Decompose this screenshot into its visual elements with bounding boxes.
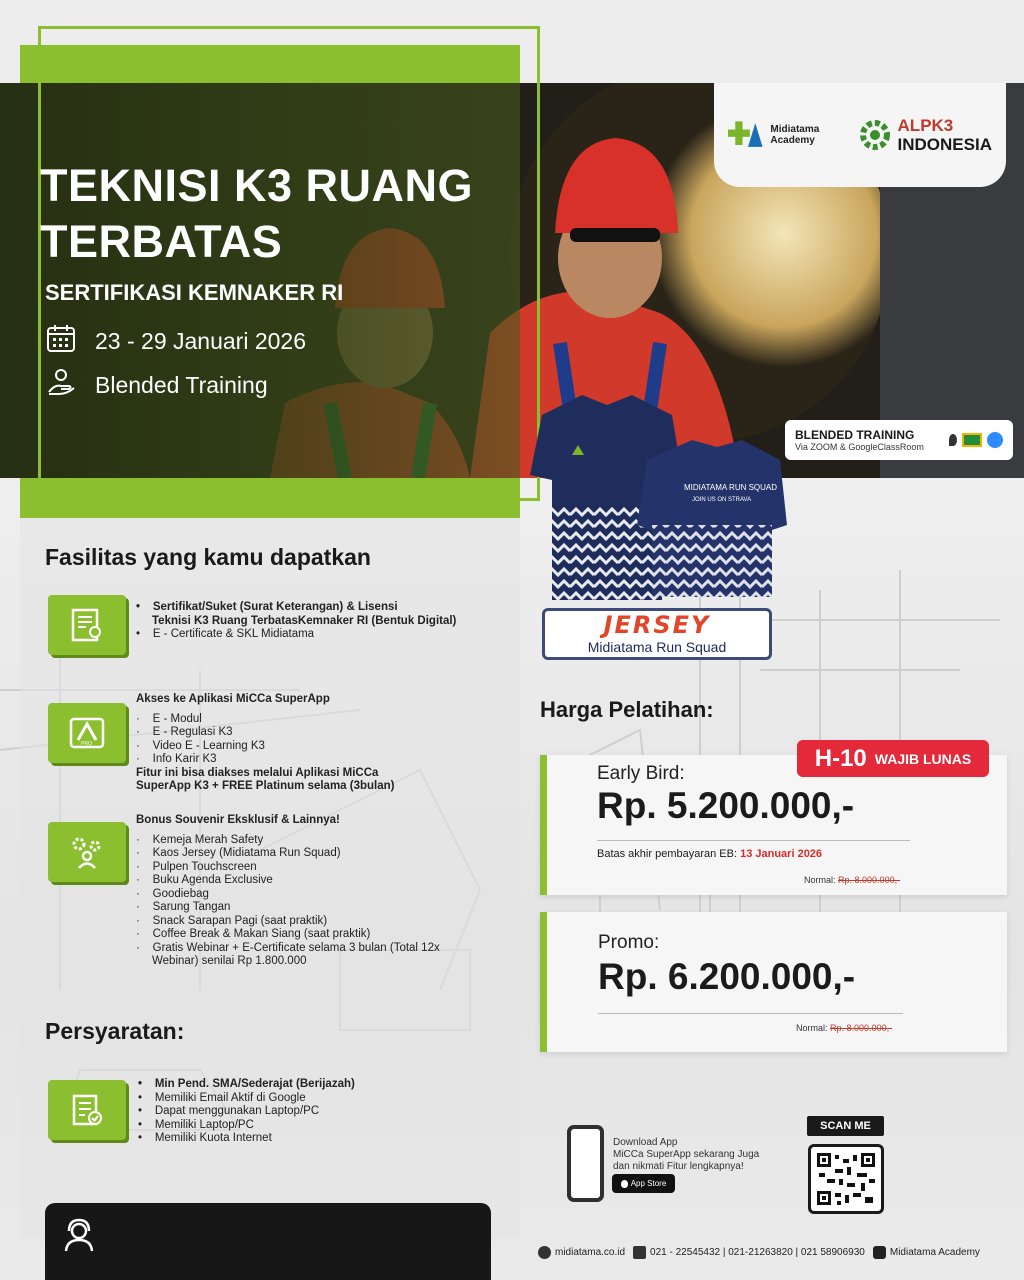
facility-3-item: · Pulpen Touchscreen [136, 860, 257, 873]
facility-2-foot-1: Fitur ini bisa diakses melalui Aplikasi MiCCa [136, 766, 379, 779]
promo-normal-label: Normal: [796, 1023, 828, 1033]
app-download-text [613, 1137, 759, 1173]
shirt-text-2: JOIN US ON STRAVA [692, 497, 752, 503]
facility-3-cont: Webinar) senilai Rp 1.800.000 [152, 955, 307, 967]
facility-3-item: · Buku Agenda Exclusive [136, 874, 273, 886]
promo-label: Promo: [598, 932, 660, 953]
alpk3-line-2: INDONESIA [897, 135, 992, 154]
mode-text: Blended Training [95, 371, 268, 398]
facility-1-line-1: • Sertifikat/Suket (Surat Keterangan) & Lisensi [136, 601, 398, 613]
jersey-title: JERSEY [603, 611, 711, 639]
facility-3-item: · Coffee Break & Makan Siang (saat praktik) [136, 928, 371, 940]
requirements-title: Persyaratan: [45, 1018, 185, 1044]
footer-youtube[interactable]: Midiatama Academy [889, 1247, 980, 1258]
requirement-item: • Dapat menggunakan Laptop/PC [138, 1105, 320, 1117]
gear-icon [858, 118, 892, 152]
facility-2-head: Akses ke Aplikasi MiCCa SuperApp [136, 693, 330, 705]
eb-deadline-label: Batas akhir pembayaran EB: [597, 848, 738, 860]
promo-normal-value: Rp. 8.000.000,- [830, 1023, 893, 1033]
facility-2-item: · E - Modul [136, 712, 202, 725]
app-store-button[interactable] [612, 1174, 675, 1193]
alpk3-logo [858, 116, 992, 154]
app-store-label: App Store [630, 1179, 667, 1188]
facility-3-item: · Kemeja Merah Safety [136, 833, 264, 846]
qr-pattern-icon [817, 1153, 875, 1205]
midiatama-mark-icon [728, 118, 764, 152]
bonus-gears-icon [48, 822, 126, 882]
title-line-2: TERBATAS [40, 216, 283, 267]
zoom-icon [987, 432, 1003, 448]
pin-icon [949, 434, 957, 446]
divider [598, 1013, 903, 1014]
facility-certificate [136, 601, 506, 642]
footer-phones: 021 - 22545432 | 021-21263820 | 021 58906930 [650, 1247, 865, 1258]
deadline-badge [797, 740, 989, 777]
scan-me-label: SCAN ME [807, 1116, 884, 1136]
eb-normal-label: Normal: [804, 875, 836, 885]
facility-3-item: · Sarung Tangan [136, 901, 231, 913]
promo-price: Rp. 6.200.000,- [598, 956, 856, 997]
checklist-icon [48, 1080, 126, 1140]
alpk3-line-1: ALPK3 [897, 116, 954, 135]
facility-3-head: Bonus Souvenir Eksklusif & Lainnya! [136, 814, 340, 826]
jersey-sub: Midiatama Run Squad [587, 639, 727, 655]
title-line-1: TEKNISI K3 RUANG [40, 160, 474, 211]
date-row [45, 322, 306, 360]
subtitle: SERTIFIKASI KEMNAKER RI [45, 280, 344, 305]
apple-icon [621, 1180, 628, 1188]
qr-code[interactable] [808, 1144, 884, 1214]
alpk3-text [898, 116, 992, 154]
divider [597, 840, 910, 841]
customer-service-icon [61, 1217, 97, 1253]
training-icon [45, 366, 77, 404]
facility-3-item: · Goodiebag [136, 887, 209, 900]
logo-card [714, 83, 1006, 187]
app-line-2: MiCCa SuperApp sekarang Juga [613, 1149, 760, 1160]
deadline-badge-big: H-10 [814, 744, 867, 772]
requirement-item: • Memiliki Email Aktif di Google [138, 1091, 306, 1104]
midiatama-logo [728, 118, 858, 152]
deadline-badge-small: WAJIB LUNAS [874, 750, 972, 767]
date-text: 23 - 29 Januari 2026 [95, 327, 306, 354]
promo-card [540, 912, 1007, 1052]
footer-website[interactable]: midiatama.co.id [555, 1247, 626, 1258]
facilities-title: Fasilitas yang kamu dapatkan [45, 544, 371, 570]
early-bird-label: Early Bird: [597, 763, 685, 784]
badge-sub: Via ZOOM & GoogleClassRoom [795, 442, 924, 452]
eb-normal-value: Rp. 8.000.000,- [838, 875, 901, 885]
contact-bar[interactable] [45, 1203, 491, 1280]
phone-icon [633, 1246, 646, 1259]
requirement-item: • Min Pend. SMA/Sederajat (Berijazah) [138, 1078, 355, 1090]
micca-app-icon [48, 703, 126, 763]
svg-text:PRO: PRO [81, 741, 92, 747]
facility-3-item: · Snack Sarapan Pagi (saat praktik) [136, 914, 328, 927]
phone-mockup [567, 1125, 604, 1202]
certificate-icon [48, 595, 126, 655]
facility-3-item: · Gratis Webinar + E-Certificate selama 3 bulan (Total 12x [136, 941, 440, 954]
facility-1-line-2: Teknisi K3 Ruang TerbatasKemnaker RI (Bentuk Digital) [152, 614, 457, 627]
midiatama-logo-text: Midiatama Academy [770, 124, 820, 146]
facility-2-item: · Video E - Learning K3 [136, 739, 265, 752]
requirement-item: • Memiliki Laptop/PC [138, 1118, 254, 1131]
globe-icon [538, 1246, 551, 1259]
footer-contacts [538, 1246, 980, 1259]
calendar-icon [45, 322, 77, 360]
badge-title: BLENDED TRAINING [795, 428, 915, 442]
jersey-image [522, 385, 787, 610]
mode-row [45, 366, 268, 404]
app-line-1: Download App [613, 1137, 678, 1148]
requirement-item: • Memiliki Kuota Internet [138, 1132, 272, 1144]
facility-3-item: · Kaos Jersey (Midiatama Run Squad) [136, 847, 341, 859]
early-bird-price: Rp. 5.200.000,- [597, 785, 855, 826]
facility-2-item: · E - Regulasi K3 [136, 726, 233, 738]
price-title: Harga Pelatihan: [540, 697, 714, 722]
jersey-label [542, 608, 772, 660]
blended-training-badge [785, 420, 1013, 460]
requirements-list [138, 1078, 498, 1146]
app-line-3: dan nikmati Fitur lengkapnya! [613, 1161, 744, 1172]
facility-bonus [136, 814, 506, 969]
facility-1-extra: • E - Certificate & SKL Midiatama [136, 628, 315, 640]
eb-deadline [597, 848, 822, 860]
eb-normal-price [804, 875, 900, 885]
facility-2-item: · Info Karir K3 [136, 753, 217, 765]
facility-app-access [136, 693, 506, 794]
google-classroom-icon [962, 433, 982, 447]
page-title [40, 158, 520, 270]
eb-deadline-date: 13 Januari 2026 [740, 848, 823, 860]
shirt-text-1: MIDIATAMA RUN SQUAD [684, 483, 778, 492]
youtube-icon [873, 1246, 886, 1259]
promo-normal-price [796, 1023, 892, 1033]
facility-2-foot-2: SuperApp K3 + FREE Platinum selama (3bulan) [136, 780, 395, 792]
